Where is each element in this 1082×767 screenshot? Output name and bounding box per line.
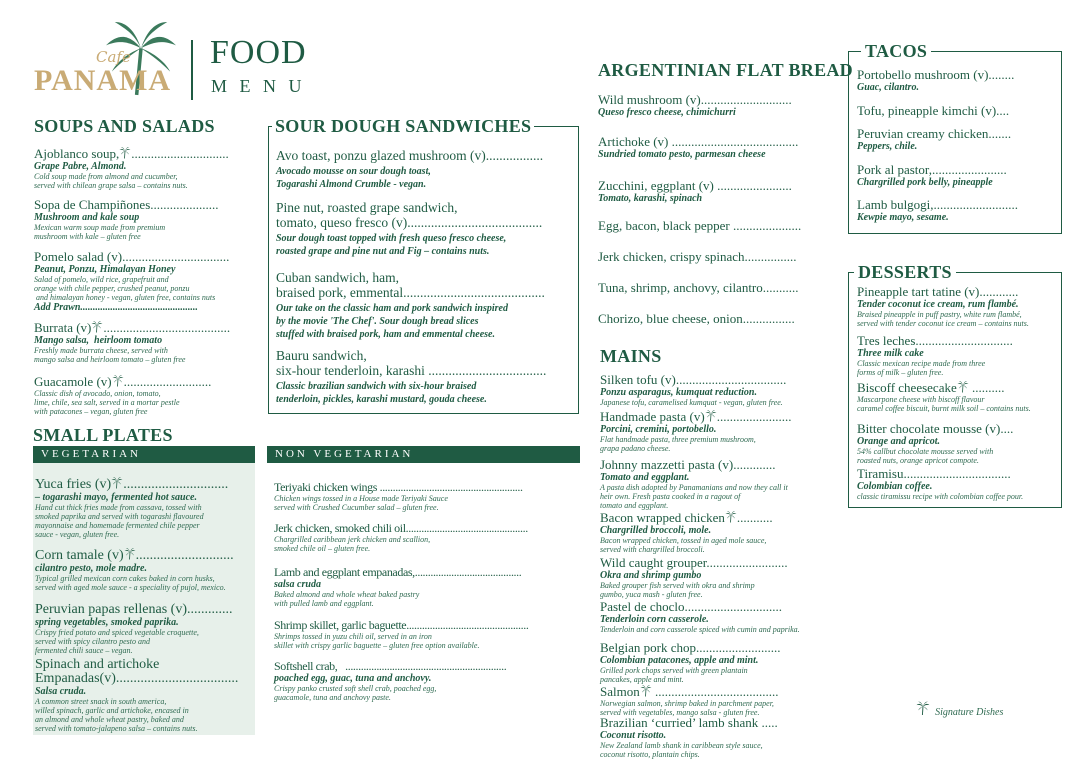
item-subtitle: Okra and shrimp gumbo bbox=[600, 570, 702, 581]
tacos-title: TACOS bbox=[861, 41, 931, 62]
veg-item bbox=[35, 658, 238, 733]
item-name-text: Handmade pasta (v) bbox=[600, 409, 705, 424]
item-subtitle: cilantro pesto, mole madre. bbox=[35, 563, 147, 574]
palm-icon bbox=[705, 409, 717, 422]
item-name bbox=[600, 556, 788, 570]
item-name bbox=[34, 320, 230, 335]
item-subtitle: salsa cruda bbox=[274, 579, 321, 590]
item-name bbox=[600, 510, 773, 525]
item-dots: ............................ bbox=[135, 548, 234, 563]
item-dots: ........... bbox=[736, 510, 773, 525]
item-name bbox=[857, 334, 1013, 348]
item-name bbox=[276, 200, 542, 230]
item-name-text: Teriyaki chicken wings ....................................................... bbox=[274, 480, 523, 494]
item-description: Baked grouper fish served with okra and shrimp gumbo, yuca mash - gluten free. bbox=[600, 581, 755, 599]
item-name-text: Pastel de choclo.............................. bbox=[600, 599, 782, 614]
item-name bbox=[598, 281, 799, 295]
item-description: Classic mexican recipe made from three forms of milk – gluten free. bbox=[857, 359, 986, 377]
item-subtitle: Tomato, karashi, spinach bbox=[598, 193, 703, 204]
soups-item bbox=[34, 198, 219, 241]
item-description: Cold soup made from almond and cucumber, served with chilean grape salsa – contains nuts. bbox=[34, 172, 188, 190]
item-description: Grilled pork chops served with green plantain pancakes, apple and mint. bbox=[600, 666, 748, 684]
item-description: Freshly made burrata cheese, served with mango salsa and heirloom tomato – gluten free bbox=[34, 346, 186, 364]
item-name-text: Burrata (v) bbox=[34, 320, 92, 335]
item-description: Tenderloin and corn casserole spiced with cumin and paprika. bbox=[600, 625, 800, 634]
item-name bbox=[600, 409, 791, 424]
flatbread-item bbox=[598, 281, 799, 295]
page-title: FOOD bbox=[210, 34, 307, 71]
item-name-text: Biscoff cheesecake bbox=[857, 380, 957, 395]
item-subtitle: Tenderloin corn casserole. bbox=[600, 614, 709, 625]
veg-item bbox=[35, 476, 228, 539]
item-name bbox=[600, 641, 781, 655]
item-description: A common street snack in south america, willed spinach, garlic and artichoke, encased in an almond and whole wheat pastry, baked and served with tomato-jalapeno salsa – contains nuts. bbox=[35, 697, 198, 733]
item-subtitle: Sundried tomato pesto, parmesan cheese bbox=[598, 149, 766, 160]
item-name bbox=[274, 659, 506, 673]
item-name bbox=[598, 93, 792, 107]
item-subtitle: Porcini, cremini, portobello. bbox=[600, 424, 717, 435]
sourdough-title: SOUR DOUGH SANDWICHES bbox=[272, 116, 534, 137]
item-description: Shrimps tossed in yuzu chili oil, served in an iron skillet with crispy garlic baguette – gluten free option available. bbox=[274, 632, 480, 650]
item-dots: ...................................... bbox=[651, 684, 779, 699]
mains-item bbox=[600, 600, 800, 634]
item-subtitle: Our take on the classic ham and pork sandwich inspired by the movie 'The Chef'. Sour dough bread slices stuffed with braised pork, ham and emmental cheese. bbox=[276, 303, 508, 340]
nonveg-item bbox=[274, 565, 521, 608]
item-subtitle: Colombian coffee. bbox=[857, 481, 933, 492]
header-divider bbox=[191, 40, 193, 100]
item-name-text: Softshell crab, .............................................................. bbox=[274, 659, 507, 673]
soups-item bbox=[34, 374, 211, 416]
mains-item bbox=[600, 510, 773, 554]
item-name bbox=[35, 603, 233, 617]
item-subtitle: Tender coconut ice cream, rum flambé. bbox=[857, 299, 1019, 310]
item-name-text: Cuban sandwich, ham, braised pork, emmental.......................................... bbox=[276, 270, 545, 300]
item-dots: ....................................... bbox=[103, 320, 231, 335]
palm-icon bbox=[112, 374, 124, 387]
item-name bbox=[857, 380, 1031, 395]
item-name bbox=[598, 219, 801, 233]
item-subtitle: Salsa cruda. bbox=[35, 686, 87, 697]
item-name-text: Pine nut, roasted grape sandwich, tomato, queso fresco (v)........................................ bbox=[276, 200, 543, 230]
item-name-text: Guacamole (v) bbox=[34, 374, 112, 389]
desserts-item bbox=[857, 422, 1013, 465]
nonveg-item bbox=[274, 521, 528, 553]
item-description: Salad of pomelo, wild rice, grapefruit and orange with chile pepper, crushed peanut, ponzu and himalayan honey - vegan, gluten free, contains nuts bbox=[34, 275, 216, 302]
item-name bbox=[276, 348, 546, 378]
item-description: Flat handmade pasta, three premium mushroom, grapa padano cheese. bbox=[600, 435, 756, 453]
item-dots: .............................. bbox=[123, 477, 229, 492]
item-description: Typical grilled mexican corn cakes baked in corn husks, served with aged mole sauce - a speciality of pujol, mexico. bbox=[35, 574, 226, 592]
flatbread-item bbox=[598, 135, 798, 160]
mains-item bbox=[600, 641, 781, 684]
flatbread-item bbox=[598, 93, 792, 118]
item-name bbox=[598, 250, 797, 264]
nonveg-item bbox=[274, 618, 528, 650]
mains-item bbox=[600, 373, 786, 407]
item-name-text: Pomelo salad (v)................................. bbox=[34, 249, 230, 264]
item-subtitle: spring vegetables, smoked paprika. bbox=[35, 617, 179, 628]
item-subtitle: poached egg, guac, tuna and anchovy. bbox=[274, 673, 432, 684]
item-name bbox=[276, 270, 545, 300]
item-name-text: Wild mushroom (v)............................ bbox=[598, 92, 792, 107]
item-subtitle: Coconut risotto. bbox=[600, 730, 667, 741]
item-name bbox=[600, 458, 788, 472]
flatbread-item bbox=[598, 312, 795, 326]
item-name-line2: Empanadas(v)................................... bbox=[35, 671, 239, 686]
item-description: 54% callbut chocolate mousse served with roasted nuts, orange apricot compote. bbox=[857, 447, 994, 465]
item-name-text: Shrimp skillet, garlic baguette............................................... bbox=[274, 618, 529, 632]
item-name bbox=[598, 179, 792, 193]
palm-icon bbox=[91, 320, 103, 333]
veg-item bbox=[35, 547, 234, 592]
item-name bbox=[600, 373, 786, 387]
sourdough-item bbox=[276, 348, 546, 406]
item-description: Chicken wings tossed in a House made Teriyaki Sauce served with Crushed Cucumber salad – gluten free. bbox=[274, 494, 448, 512]
item-name-text: Tuna, shrimp, anchovy, cilantro........... bbox=[598, 280, 799, 295]
palm-icon bbox=[640, 684, 652, 697]
item-dots: .......... bbox=[968, 380, 1005, 395]
item-name-text: Belgian pork chop.......................... bbox=[600, 640, 781, 655]
sourdough-item bbox=[276, 200, 542, 258]
item-description: Mascarpone cheese with biscoff flavour caramel coffee biscuit, burnt milk soil – contains nuts. bbox=[857, 395, 1031, 413]
item-subtitle: Queso fresco cheese, chimichurri bbox=[598, 107, 736, 118]
item-name bbox=[34, 374, 211, 389]
item-name bbox=[600, 684, 778, 699]
item-name-text: Tiramisu................................. bbox=[857, 466, 1011, 481]
item-name bbox=[857, 163, 1007, 177]
item-name-text: Zucchini, eggplant (v) ....................... bbox=[598, 178, 792, 193]
item-description: Hand cut thick fries made from cassava, tossed with smoked paprika and served with togarashi flavoured mayonnaise and homemade fermented chile pepper sauce - vegan, gluten free. bbox=[35, 503, 204, 539]
desserts-item bbox=[857, 285, 1029, 328]
item-description: Classic dish of avocado, onion, tomato, lime, chile, sea salt, served in a mortar pestle with patacones – vegan, gluten free bbox=[34, 389, 180, 416]
palm-icon bbox=[725, 510, 737, 523]
item-subtitle: Peppers, chile. bbox=[857, 141, 918, 152]
brand-cafe: Cafe bbox=[96, 48, 131, 66]
item-subtitle: Kewpie mayo, sesame. bbox=[857, 212, 949, 223]
desserts-item bbox=[857, 467, 1023, 501]
item-name-text: Jerk chicken, smoked chili oil............................................... bbox=[274, 521, 528, 535]
item-name bbox=[274, 565, 521, 579]
vegetarian-band: VEGETARIAN bbox=[33, 446, 255, 463]
item-description: New Zealand lamb shank in caribbean style sauce, coconut risotto, plantain chips. bbox=[600, 741, 763, 759]
item-name bbox=[274, 618, 528, 632]
item-subtitle: Orange and apricot. bbox=[857, 436, 941, 447]
logo bbox=[34, 18, 174, 98]
item-name bbox=[600, 716, 778, 730]
item-description: Crispy fried potato and spiced vegetable croquette, served with spicy cilantro pesto and fermented chili sauce – vegan. bbox=[35, 628, 199, 655]
item-description: Norwegian salmon, shrimp baked in parchment paper, served with vegetables, mango salsa - gluten free. bbox=[600, 699, 774, 717]
item-subtitle: Sour dough toast topped with fresh queso fresco cheese, roasted grape and pine nut and Fig – contains nuts. bbox=[276, 233, 507, 257]
item-name-text: Pineapple tart tatine (v)............ bbox=[857, 284, 1019, 299]
item-dots: .............................. bbox=[131, 146, 229, 161]
item-name bbox=[857, 104, 1009, 118]
flatbread-item bbox=[598, 219, 801, 233]
item-name-text: Peruvian papas rellenas (v)............. bbox=[35, 602, 233, 617]
item-subtitle: Chargrilled broccoli, mole. bbox=[600, 525, 712, 536]
item-description: classic tiramissu recipe with colombian coffee pour. bbox=[857, 492, 1024, 501]
item-name-text: Artichoke (v) ....................................... bbox=[598, 134, 799, 149]
item-name bbox=[35, 658, 238, 672]
tacos-item bbox=[857, 68, 1014, 93]
flatbread-item bbox=[598, 250, 797, 264]
item-name-text: Avo toast, ponzu glazed mushroom (v)................. bbox=[276, 148, 544, 163]
palm-icon bbox=[916, 700, 930, 716]
item-name-text: Egg, bacon, black pepper ..................... bbox=[598, 218, 802, 233]
item-description: Japanese tofu, caramelised kumquat - vegan, gluten free. bbox=[600, 398, 783, 407]
item-name bbox=[857, 422, 1013, 436]
item-name-text: Corn tamale (v) bbox=[35, 548, 124, 563]
palm-icon bbox=[957, 380, 969, 393]
item-description: Mexican warm soup made from premium mushroom with kale – gluten free bbox=[34, 223, 166, 241]
item-subtitle: Peanut, Ponzu, Himalayan Honey bbox=[34, 264, 176, 275]
item-name bbox=[34, 146, 229, 161]
item-name-text: Chorizo, blue cheese, onion................ bbox=[598, 311, 795, 326]
item-name bbox=[857, 467, 1023, 481]
item-subtitle: – togarashi mayo, fermented hot sauce. bbox=[35, 492, 197, 503]
sourdough-item bbox=[276, 270, 545, 341]
flatbread-item bbox=[598, 179, 792, 204]
item-name bbox=[34, 198, 219, 212]
item-name-text: Bitter chocolate mousse (v).... bbox=[857, 421, 1014, 436]
mains-item bbox=[600, 716, 778, 759]
item-name-text: Lamb and eggplant empanadas,......................................... bbox=[274, 565, 522, 579]
item-subtitle: Grape Pabre, Almond. bbox=[34, 161, 127, 172]
item-description: A pasta dish adopted by Panamanians and now they call it heir own. Fresh pasta cooked in a ragout of tomato and eggplant. bbox=[600, 483, 788, 510]
item-dots: ........................... bbox=[123, 374, 212, 389]
item-name bbox=[274, 521, 528, 535]
soups-item bbox=[34, 146, 229, 190]
item-dots: ....................... bbox=[716, 409, 792, 424]
item-name bbox=[857, 68, 1014, 82]
item-description: Bacon wrapped chicken, tossed in aged mole sauce, served with chargrilled broccoli. bbox=[600, 536, 767, 554]
soups-item bbox=[34, 320, 230, 364]
non-vegetarian-band: NON VEGETARIAN bbox=[267, 446, 580, 463]
item-subtitle: Mango salsa, heirloom tomato bbox=[34, 335, 163, 346]
desserts-item bbox=[857, 380, 1031, 413]
item-subtitle: Guac, cilantro. bbox=[857, 82, 919, 93]
soups-title: SOUPS AND SALADS bbox=[34, 116, 215, 136]
mains-item bbox=[600, 458, 788, 510]
tacos-item bbox=[857, 104, 1009, 118]
page-subtitle: M E N U bbox=[211, 76, 306, 96]
desserts-item bbox=[857, 334, 1013, 377]
tacos-item bbox=[857, 198, 1018, 223]
item-name bbox=[857, 285, 1029, 299]
item-name-text: Sopa de Champiñones..................... bbox=[34, 197, 219, 212]
item-name bbox=[598, 312, 795, 326]
item-subtitle: Three milk cake bbox=[857, 348, 924, 359]
nonveg-item bbox=[274, 480, 523, 512]
mains-item bbox=[600, 409, 791, 453]
item-name bbox=[34, 250, 229, 264]
item-name-text: Pork al pastor,....................... bbox=[857, 162, 1007, 177]
palm-icon bbox=[111, 476, 123, 489]
item-subtitle: Colombian patacones, apple and mint. bbox=[600, 655, 759, 666]
item-description: Braised pineapple in puff pastry, white rum flambé, served with tender coconut ice cream – contains nuts. bbox=[857, 310, 1029, 328]
item-name bbox=[857, 127, 1011, 141]
item-name-text: Silken tofu (v).................................. bbox=[600, 372, 787, 387]
item-name bbox=[35, 547, 234, 563]
legend-label: Signature Dishes bbox=[935, 707, 1004, 718]
item-subtitle: Tomato and eggplant. bbox=[600, 472, 690, 483]
palm-icon bbox=[119, 146, 131, 159]
flatbread-title: ARGENTINIAN FLAT BREAD bbox=[598, 60, 853, 80]
item-name bbox=[274, 480, 523, 494]
mains-item bbox=[600, 556, 788, 599]
palm-icon bbox=[124, 547, 136, 560]
item-subtitle: Mushroom and kale soup bbox=[34, 212, 140, 223]
item-name bbox=[600, 600, 800, 614]
item-name bbox=[276, 148, 543, 163]
small-plates-title: SMALL PLATES bbox=[33, 425, 173, 445]
item-name bbox=[35, 476, 228, 492]
item-name-text: Tofu, pineapple kimchi (v).... bbox=[857, 103, 1010, 118]
item-name-text: Bauru sandwich, six-hour tenderloin, karashi ................................... bbox=[276, 348, 547, 378]
item-name-text: Portobello mushroom (v)........ bbox=[857, 67, 1015, 82]
sourdough-item bbox=[276, 148, 543, 191]
item-name-text: Yuca fries (v) bbox=[35, 477, 112, 492]
item-name-text: Ajoblanco soup, bbox=[34, 146, 120, 161]
item-subtitle: Ponzu asparagus, kumquat reduction. bbox=[600, 387, 757, 398]
item-name bbox=[598, 135, 798, 149]
veg-item bbox=[35, 603, 233, 655]
item-name-text: Brazilian ‘curried’ lamb shank ..... bbox=[600, 715, 778, 730]
item-name-text: Johnny mazzetti pasta (v)............. bbox=[600, 457, 776, 472]
desserts-title: DESSERTS bbox=[854, 262, 956, 283]
item-description: Chargrilled caribbean jerk chicken and scallion, smoked chile oil – gluten free. bbox=[274, 535, 431, 553]
item-name-text: Jerk chicken, crispy spinach................ bbox=[598, 249, 797, 264]
nonveg-item bbox=[274, 659, 506, 702]
signature-legend bbox=[916, 700, 1003, 719]
item-subtitle: Chargrilled pork belly, pineapple bbox=[857, 177, 993, 188]
item-name-text: Spinach and artichoke bbox=[35, 657, 160, 672]
item-name bbox=[857, 198, 1018, 212]
item-subtitle: Classic brazilian sandwich with six-hour braised tenderloin, pickles, karashi mustard, gouda cheese. bbox=[276, 381, 487, 405]
item-extra: Add Prawn............................................... bbox=[34, 302, 198, 313]
mains-item bbox=[600, 684, 778, 717]
item-name-text: Peruvian creamy chicken....... bbox=[857, 126, 1012, 141]
item-name-text: Lamb bulgogi,.......................... bbox=[857, 197, 1019, 212]
soups-item bbox=[34, 250, 229, 313]
item-description: Crispy panko crusted soft shell crab, poached egg, guacamole, tuna and anchovy paste. bbox=[274, 684, 437, 702]
item-name-text: Tres leches.............................. bbox=[857, 333, 1013, 348]
item-name-text: Salmon bbox=[600, 684, 640, 699]
item-name-text: Wild caught grouper......................... bbox=[600, 555, 788, 570]
item-name-text: Bacon wrapped chicken bbox=[600, 510, 725, 525]
tacos-item bbox=[857, 163, 1007, 188]
brand-name: PANAMA bbox=[34, 64, 172, 97]
tacos-item bbox=[857, 127, 1011, 152]
mains-title: MAINS bbox=[600, 346, 662, 366]
item-subtitle: Avocado mousse on sour dough toast, Togarashi Almond Crumble - vegan. bbox=[276, 166, 431, 190]
item-description: Baked almond and whole wheat baked pastry with pulled lamb and eggplant. bbox=[274, 590, 420, 608]
